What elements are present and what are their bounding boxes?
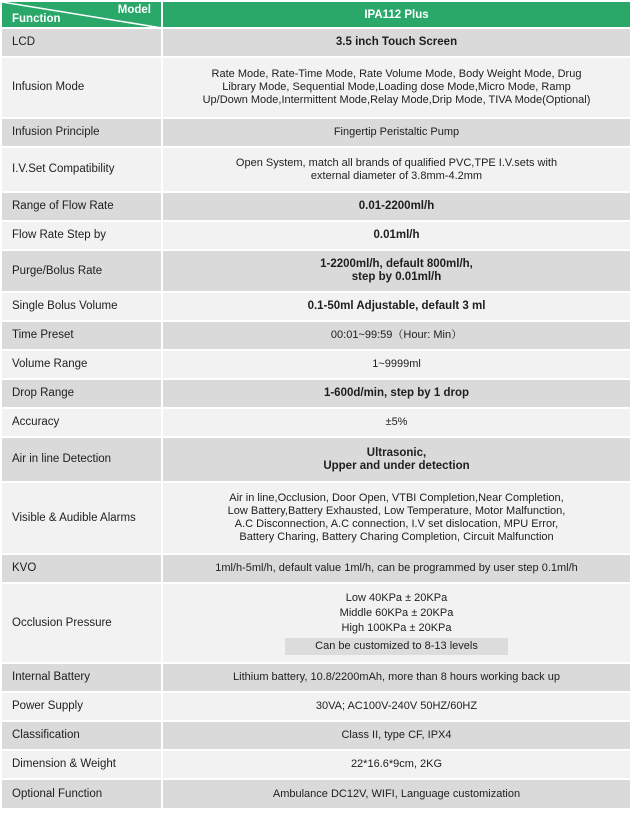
row-label: Air in line Detection [2, 437, 162, 482]
row-lcd [2, 28, 630, 57]
row-kvo [2, 554, 630, 583]
row-classification [2, 721, 630, 750]
row-value: ±5% [162, 408, 630, 437]
value-line: Ultrasonic, [366, 446, 427, 459]
row-value: 3.5 inch Touch Screen [162, 28, 630, 57]
value-line: Low Battery,Battery Exhausted, Low Temperature, Motor Malfunction, [227, 505, 566, 517]
row-single-bolus [2, 292, 630, 321]
header-corner-cell [2, 2, 162, 28]
row-label: Range of Flow Rate [2, 192, 162, 221]
row-label: I.V.Set Compatibility [2, 147, 162, 192]
row-air-detection [2, 437, 630, 482]
customization-note: Can be customized to 8-13 levels [285, 638, 508, 655]
row-infusion-mode [2, 57, 630, 118]
spec-table [2, 2, 630, 808]
row-label: Infusion Principle [2, 118, 162, 147]
value-line: Low 40KPa ± 20KPa [345, 592, 448, 604]
row-label: Purge/Bolus Rate [2, 250, 162, 292]
model-name-header: IPA112 Plus [162, 2, 630, 28]
row-value [162, 147, 630, 192]
row-label: Time Preset [2, 321, 162, 350]
row-flow-step [2, 221, 630, 250]
row-iv-set [2, 147, 630, 192]
row-label: Dimension & Weight [2, 750, 162, 779]
row-label: Optional Function [2, 779, 162, 808]
model-header-label: Model [117, 4, 151, 16]
row-flow-range [2, 192, 630, 221]
row-value: 0.1-50ml Adjustable, default 3 ml [162, 292, 630, 321]
row-value: 0.01ml/h [162, 221, 630, 250]
row-battery [2, 663, 630, 692]
value-line: A.C Disconnection, A.C connection, I.V set dislocation, MPU Error, [234, 518, 559, 530]
row-label: Classification [2, 721, 162, 750]
value-line: external diameter of 3.8mm-4.2mm [310, 169, 483, 182]
row-alarms [2, 482, 630, 554]
row-drop-range [2, 379, 630, 408]
row-label: LCD [2, 28, 162, 57]
row-value: 0.01-2200ml/h [162, 192, 630, 221]
row-value: Lithium battery, 10.8/2200mAh, more than 8 hours working back up [162, 663, 630, 692]
value-line: step by 0.01ml/h [351, 271, 442, 283]
row-value: 1~9999ml [162, 350, 630, 379]
row-dimension [2, 750, 630, 779]
row-optional [2, 779, 630, 808]
row-value: 1ml/h-5ml/h, default value 1ml/h, can be programmed by user step 0.1ml/h [162, 554, 630, 583]
row-infusion-principle [2, 118, 630, 147]
row-value: Class II, type CF, IPX4 [162, 721, 630, 750]
row-value: 30VA; AC100V-240V 50HZ/60HZ [162, 692, 630, 721]
row-value: 1-600d/min, step by 1 drop [162, 379, 630, 408]
row-label: KVO [2, 554, 162, 583]
row-value: Ambulance DC12V, WIFI, Language customization [162, 779, 630, 808]
value-line: Air in line,Occlusion, Door Open, VTBI Completion,Near Completion, [229, 492, 564, 504]
row-purge-bolus [2, 250, 630, 292]
row-accuracy [2, 408, 630, 437]
row-occlusion [2, 583, 630, 663]
row-label: Drop Range [2, 379, 162, 408]
value-line: Battery Charing, Battery Charing Completion, Circuit Malfunction [239, 531, 554, 543]
row-label: Flow Rate Step by [2, 221, 162, 250]
value-line: 1-2200ml/h, default 800ml/h, [320, 258, 473, 270]
row-label: Infusion Mode [2, 57, 162, 118]
row-label: Accuracy [2, 408, 162, 437]
row-power [2, 692, 630, 721]
row-label: Internal Battery [2, 663, 162, 692]
value-line: Upper and under detection [323, 459, 470, 472]
value-line: Library Mode, Sequential Mode,Loading dose Mode,Micro Mode, Ramp [222, 81, 571, 93]
row-value [162, 482, 630, 554]
row-volume-range [2, 350, 630, 379]
row-value: 22*16.6*9cm, 2KG [162, 750, 630, 779]
value-line: Rate Mode, Rate-Time Mode, Rate Volume Mode, Body Weight Mode, Drug [211, 68, 582, 80]
row-value: Fingertip Peristaltic Pump [162, 118, 630, 147]
function-header-label: Function [12, 13, 61, 25]
row-value: 00:01~99:59（Hour: Min） [162, 321, 630, 350]
row-label: Volume Range [2, 350, 162, 379]
row-label: Occlusion Pressure [2, 583, 162, 663]
value-line: Middle 60KPa ± 20KPa [339, 607, 454, 619]
row-label: Visible & Audible Alarms [2, 482, 162, 554]
row-value [162, 583, 630, 663]
row-label: Power Supply [2, 692, 162, 721]
value-line: High 100KPa ± 20KPa [341, 622, 452, 634]
header-row [2, 2, 630, 28]
row-label: Single Bolus Volume [2, 292, 162, 321]
row-time-preset [2, 321, 630, 350]
value-line: Open System, match all brands of qualified PVC,TPE I.V.sets with [235, 156, 558, 169]
value-line: Up/Down Mode,Intermittent Mode,Relay Mode,Drip Mode, TIVA Mode(Optional) [202, 94, 591, 106]
row-value [162, 57, 630, 118]
row-value [162, 250, 630, 292]
row-value [162, 437, 630, 482]
